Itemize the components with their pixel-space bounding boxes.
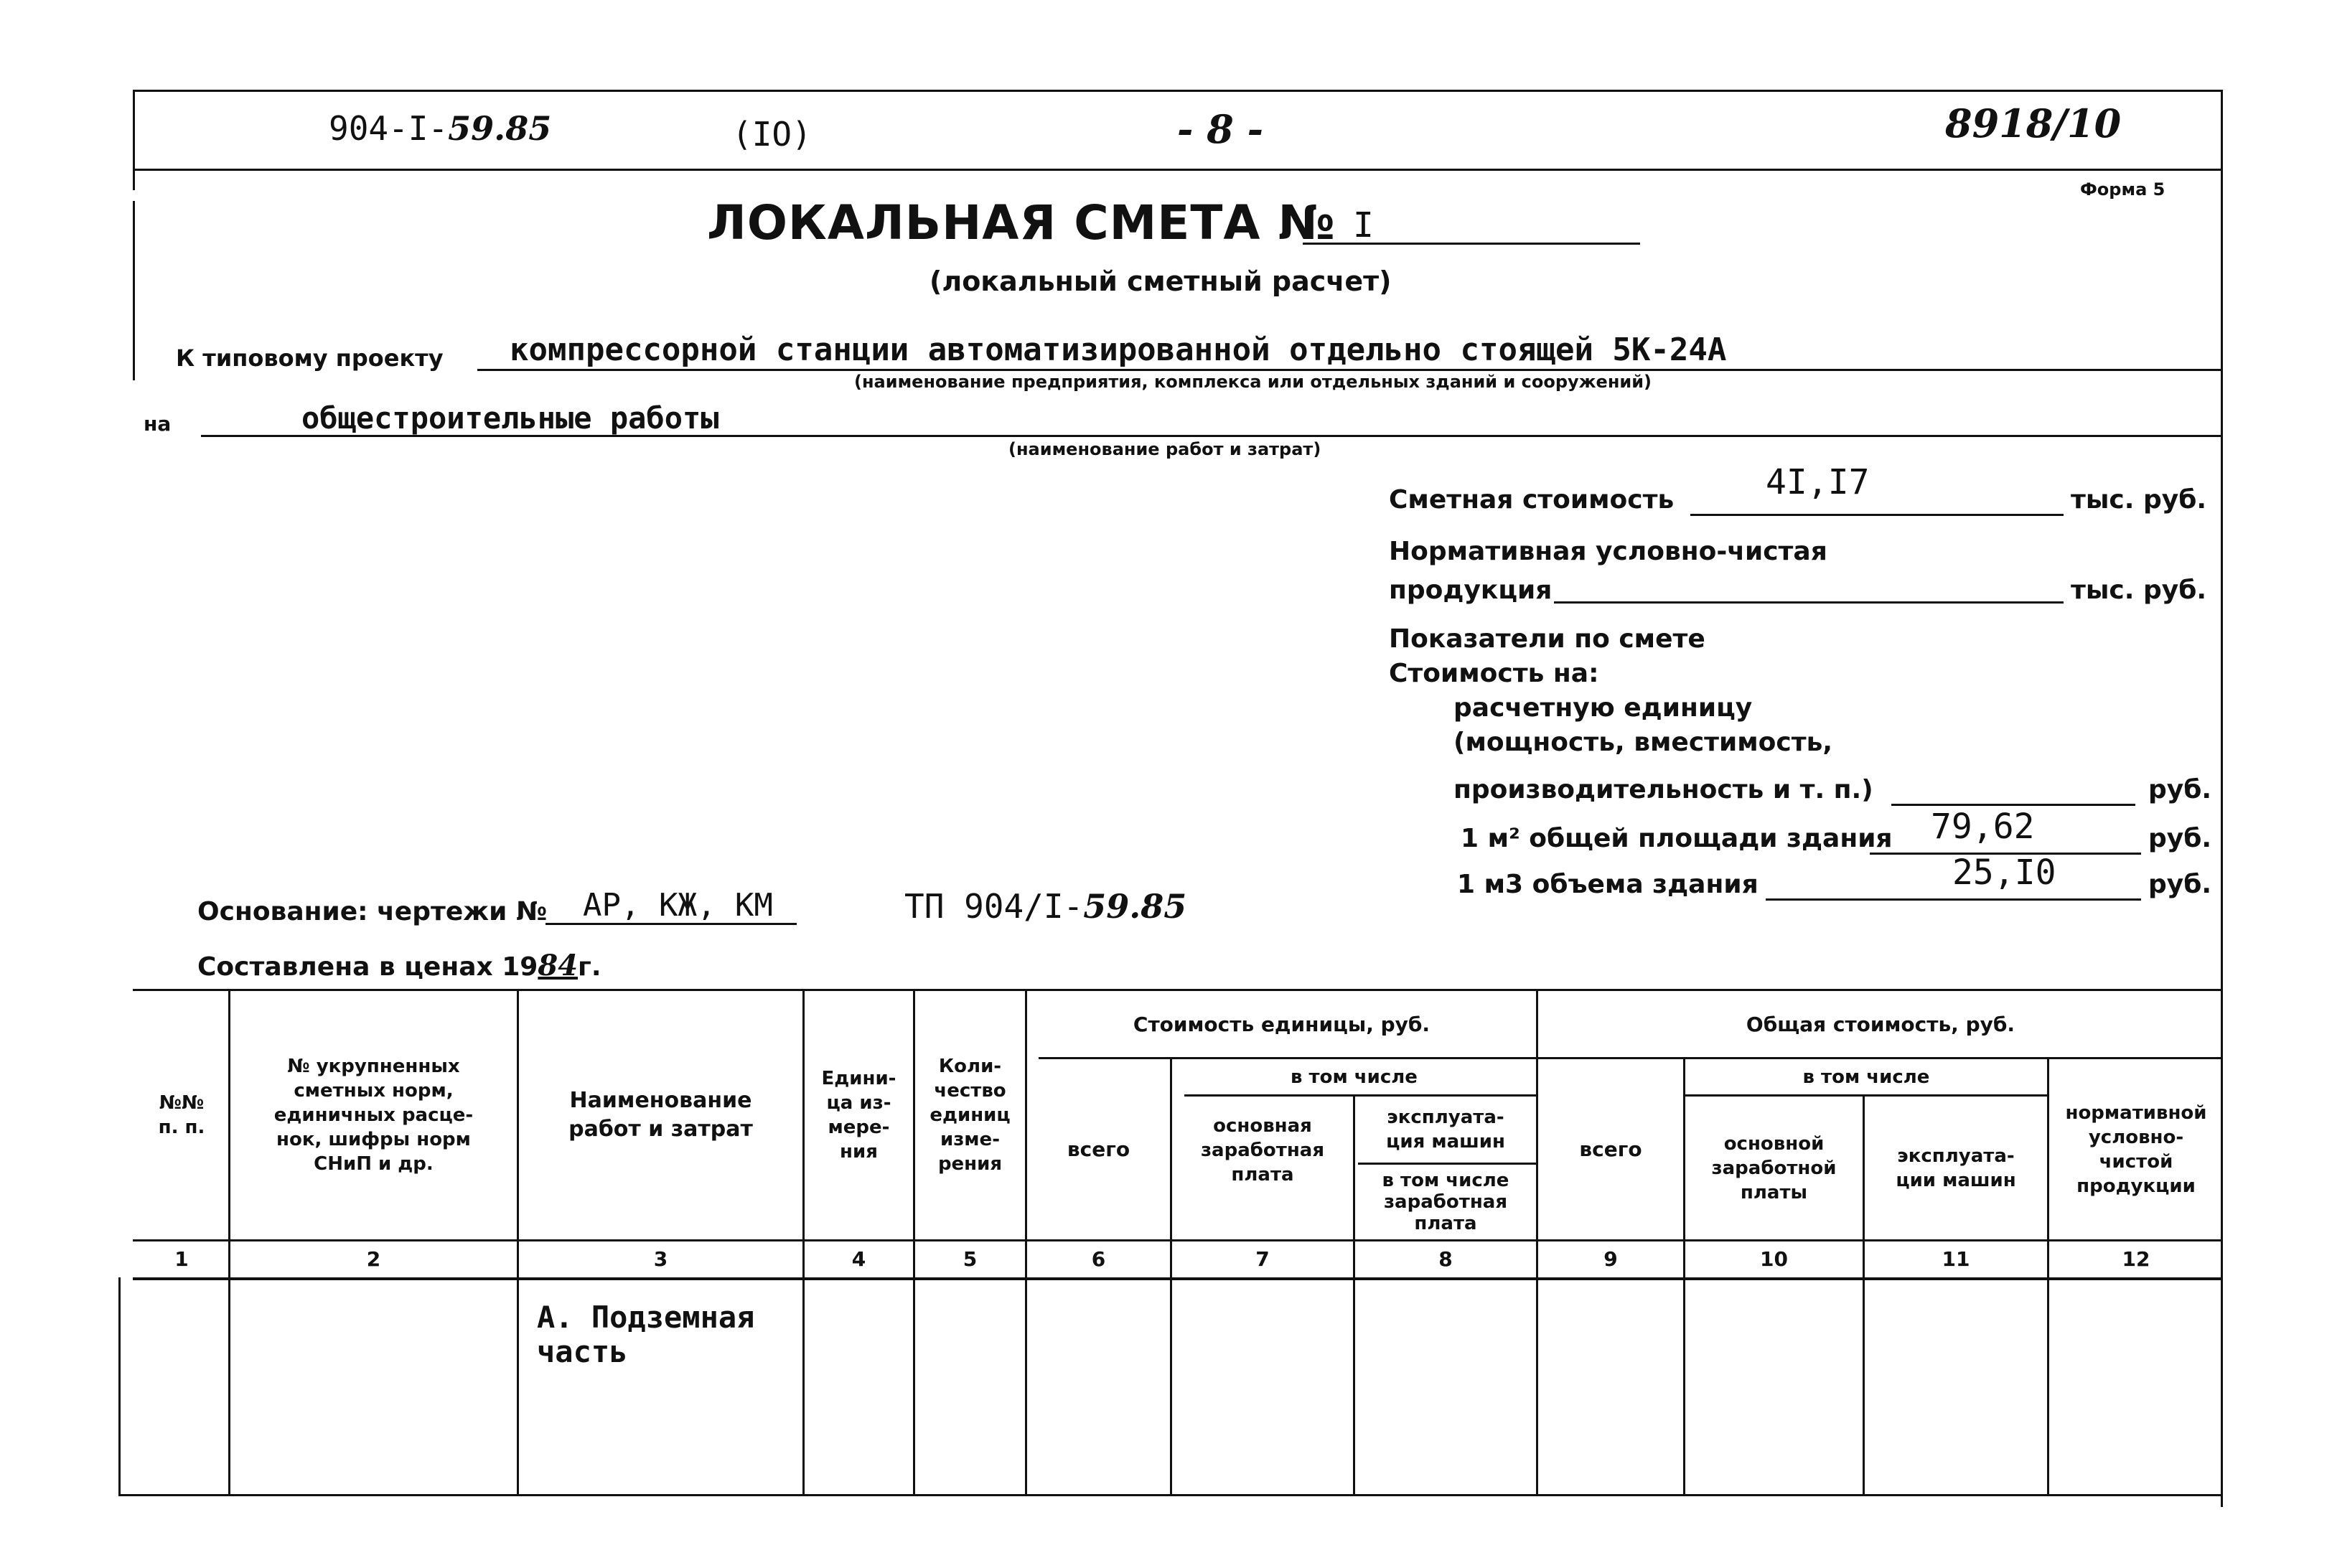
volume-label: 1 м3 объема здания — [1457, 870, 1759, 899]
estimated-cost-line — [1690, 475, 2064, 516]
works-caption: (наименование работ и затрат) — [1008, 439, 1321, 459]
indicators-label: Показатели по смете — [1389, 624, 1705, 654]
header-unit-cost-group: Стоимость единицы, руб. — [1133, 1012, 1430, 1036]
row-work-name: А. Подземная часть — [537, 1300, 755, 1369]
column-number: 12 — [2122, 1247, 2150, 1271]
works-label: на — [144, 412, 172, 436]
header-unit-machine-wages: в том числе заработная плата — [1382, 1170, 1509, 1234]
header-divider — [133, 169, 2223, 171]
header-norm-codes: № укрупненных сметных норм, единичных расце- нок, шифры норм СНиП и др. — [273, 1055, 474, 1175]
header-bottom-line — [133, 1239, 2223, 1241]
area-unit: руб. — [2148, 824, 2212, 853]
frame-left — [133, 90, 135, 190]
header-unit-wages: основная заработная плата — [1200, 1115, 1325, 1186]
header-total-cost-group: Общая стоимость, руб. — [1746, 1012, 2015, 1036]
frame-right — [2221, 90, 2223, 1507]
header-incl-1: в том числе — [1291, 1066, 1418, 1088]
project-label: К типовому проекту — [176, 344, 444, 372]
header-normative-product: нормативной условно- чистой продукции — [2065, 1102, 2207, 1197]
column-number: 3 — [653, 1247, 668, 1271]
works-name: общестроительные работы — [301, 400, 719, 436]
estimate-number: I — [1353, 205, 1374, 245]
header-total-cost-all: всего — [1579, 1137, 1642, 1161]
header-row-number: №№ п. п. — [158, 1092, 205, 1138]
table-left-edge — [118, 1277, 121, 1495]
column-number: 5 — [963, 1247, 978, 1271]
normative-label-1: Нормативная условно-чистая — [1389, 537, 1827, 566]
frame-left-lower — [133, 201, 135, 380]
unit-label-2: (мощность, вместимость, — [1453, 728, 1833, 757]
cost-per-label: Стоимость на: — [1389, 659, 1599, 688]
header-incl-2: в том числе — [1802, 1066, 1930, 1088]
column-number: 1 — [174, 1247, 189, 1271]
basis-tp — [904, 887, 1186, 926]
colnum-bottom-line — [133, 1277, 2223, 1280]
prices-year: 84 — [538, 949, 579, 982]
prices-line — [197, 949, 601, 982]
header-total-machines: эксплуата- ции машин — [1896, 1145, 2016, 1191]
prices-suffix: г. — [578, 952, 601, 982]
column-number: 2 — [366, 1247, 381, 1271]
basis-label: Основание: чертежи № — [197, 897, 548, 926]
frame-top — [133, 90, 2223, 92]
archive-number: 8918/10 — [1945, 100, 2122, 146]
estimated-cost-value: 4I,I7 — [1766, 462, 1870, 502]
column-number: 9 — [1603, 1247, 1618, 1271]
doc-code-hand: 59.85 — [448, 109, 552, 148]
column-number: 6 — [1091, 1247, 1106, 1271]
header-unit-cost-total: всего — [1067, 1137, 1130, 1161]
doc-code-prefix: 904-I- — [329, 109, 449, 148]
estimated-cost-unit: тыс. руб. — [2071, 485, 2207, 515]
prices-label: Составлена в ценах 19 — [197, 952, 538, 982]
column-number: 4 — [851, 1247, 866, 1271]
doc-part: (IO) — [732, 115, 812, 154]
normative-unit: тыс. руб. — [2071, 576, 2207, 605]
project-caption: (наименование предприятия, комплекса или отдельных зданий и сооружений) — [854, 372, 1652, 392]
header-quantity: Коли- чество единиц изме- рения — [929, 1055, 1011, 1175]
column-number: 7 — [1255, 1247, 1270, 1271]
header-work-name: Наименование работ и затрат — [568, 1087, 753, 1142]
doc-code — [329, 109, 551, 148]
header-unit: Едини- ца из- мере- ния — [821, 1067, 896, 1163]
project-name: компрессорной станции автоматизированной отдельно стоящей 5К-24А — [510, 332, 1727, 368]
page-title: ЛОКАЛЬНАЯ СМЕТА № — [707, 195, 1336, 250]
column-number: 11 — [1942, 1247, 1970, 1271]
area-label: 1 м² общей площади здания — [1461, 824, 1893, 853]
page-mark: - 8 - — [1177, 106, 1263, 152]
normative-label-2: продукция — [1389, 576, 1553, 605]
column-number: 8 — [1438, 1247, 1453, 1271]
volume-unit: руб. — [2148, 870, 2212, 899]
form-label: Форма 5 — [2080, 179, 2165, 199]
unit-label-1: расчетную единицу — [1453, 693, 1753, 723]
unit-line — [1891, 769, 2135, 806]
basis-drawings: АР, КЖ, КМ — [583, 887, 773, 924]
area-value: 79,62 — [1931, 807, 2035, 847]
normative-line — [1554, 567, 2064, 604]
basis-tp-hand: 59.85 — [1083, 887, 1187, 926]
unit-label-3: производительность и т. п.) — [1453, 775, 1873, 804]
header-unit-machines: эксплуата- ция машин — [1386, 1107, 1505, 1152]
volume-value: 25,I0 — [1952, 853, 2056, 893]
column-number: 10 — [1760, 1247, 1788, 1271]
unit-cost-unit: руб. — [2148, 775, 2212, 804]
basis-tp-prefix: ТП 904/I- — [904, 887, 1084, 926]
page-subtitle: (локальный сметный расчет) — [929, 266, 1392, 297]
header-total-wages: основной заработной платы — [1711, 1132, 1837, 1203]
estimated-cost-label: Сметная стоимость — [1389, 485, 1675, 515]
